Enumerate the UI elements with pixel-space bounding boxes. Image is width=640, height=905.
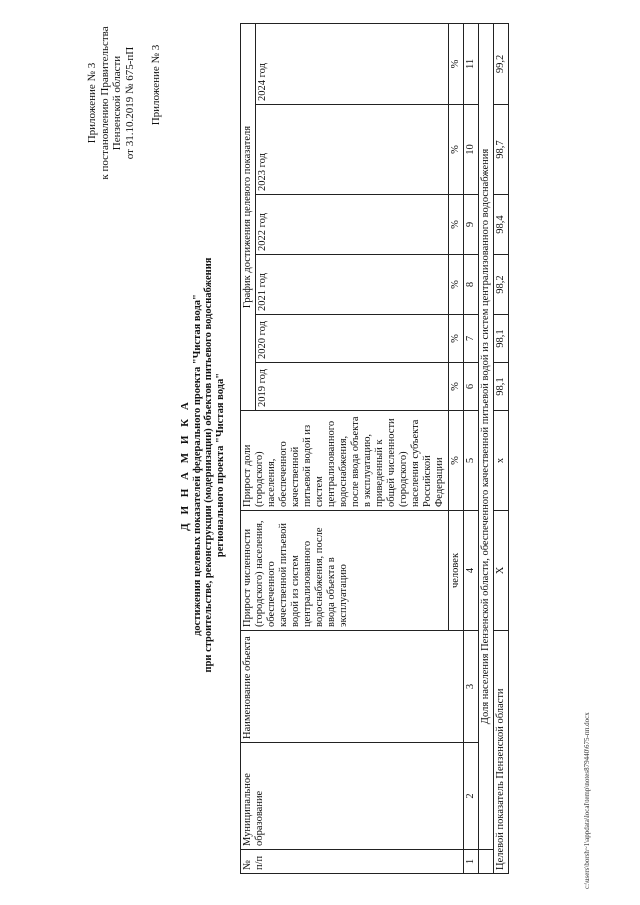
unit-cell: % (449, 255, 464, 315)
header-share: Прирост доли (городского) населения, обеспеченного качественной питьевой водой из систем централизованного водоснабжения, после ввода объекта в эксплуатацию, приведенный к общей численности (городского) населения субъекта Российской Федерации (241, 411, 449, 511)
col-num: 4 (464, 511, 479, 631)
col-num: 8 (464, 255, 479, 315)
appendix-region: Пензенской области (111, 55, 123, 151)
target-value: 98,1 (494, 363, 509, 411)
unit-cell: % (449, 105, 464, 195)
target-value: 98,1 (494, 315, 509, 363)
col-num: 5 (464, 411, 479, 511)
header-municipality: Муниципальное образование (241, 743, 464, 850)
col-num: 2 (464, 743, 479, 850)
section-heading: Доля населения Пензенской области, обеспеченного качественной питьевой водой из систем централизованного водоснабжения (479, 23, 494, 849)
column-numbers-row (464, 23, 479, 873)
year-cell: 2021 год (256, 255, 449, 315)
header-num: № п/п (241, 850, 464, 874)
target-row (494, 23, 509, 873)
col-num: 11 (464, 23, 479, 104)
unit-cell: человек (449, 511, 464, 631)
title-line: при строительстве, реконструкции (модернизации) объектов питьевого водоснабжения (203, 257, 214, 673)
appendix-title: Приложение № 3 (86, 62, 98, 144)
col-num: 6 (464, 363, 479, 411)
target-value: 98,4 (494, 195, 509, 255)
appendix-ref: к постановлению Правительства (98, 26, 111, 180)
year-cell: 2024 год (256, 23, 449, 104)
header-schedule: График достижения целевого показателя (241, 23, 256, 410)
target-label: Целевой показатель Пензенской области (494, 631, 509, 874)
title-line: регионального проекта "Чистая вода" (214, 372, 226, 558)
year-cell: 2020 год (256, 315, 449, 363)
file-path-footer: c:\users\borsh~1\appdata\local\temp\notes879440\675-пп.docx (583, 712, 591, 889)
unit-cell: % (449, 23, 464, 104)
title-main: Д И Н А М И К А (179, 399, 191, 531)
col-num: 3 (464, 631, 479, 743)
col-num: 10 (464, 105, 479, 195)
target-value: 98,2 (494, 255, 509, 315)
appendix-header (86, 13, 136, 193)
header-row (241, 23, 256, 873)
col-num: 9 (464, 195, 479, 255)
year-cell: 2022 год (256, 195, 449, 255)
unit-cell: % (449, 411, 464, 511)
appendix-label: Приложение № 3 (150, 44, 162, 126)
unit-cell: % (449, 363, 464, 411)
target-value: 99,2 (494, 23, 509, 104)
title-line: достижения целевых показателей федерального проекта "Чистая вода" (191, 294, 203, 636)
indicator-table (240, 23, 509, 874)
header-object: Наименование объекта (241, 631, 464, 743)
header-growth: Прирост численности (городского) населения, обеспеченного качественной питьевой водой из систем централизованного водоснабжения, после ввода объекта в эксплуатацию (241, 511, 449, 631)
document-title (180, 85, 226, 845)
target-growth: Х (494, 511, 509, 631)
year-cell: 2023 год (256, 105, 449, 195)
col-num: 7 (464, 315, 479, 363)
unit-cell: % (449, 315, 464, 363)
section-row (479, 23, 494, 873)
unit-cell: % (449, 195, 464, 255)
target-share: х (494, 411, 509, 511)
target-value: 98,7 (494, 105, 509, 195)
appendix-date: от 31.10.2019 № 675-пП (123, 46, 136, 160)
section-spacer (479, 850, 494, 874)
col-num: 1 (464, 850, 479, 874)
year-cell: 2019 год (256, 363, 449, 411)
